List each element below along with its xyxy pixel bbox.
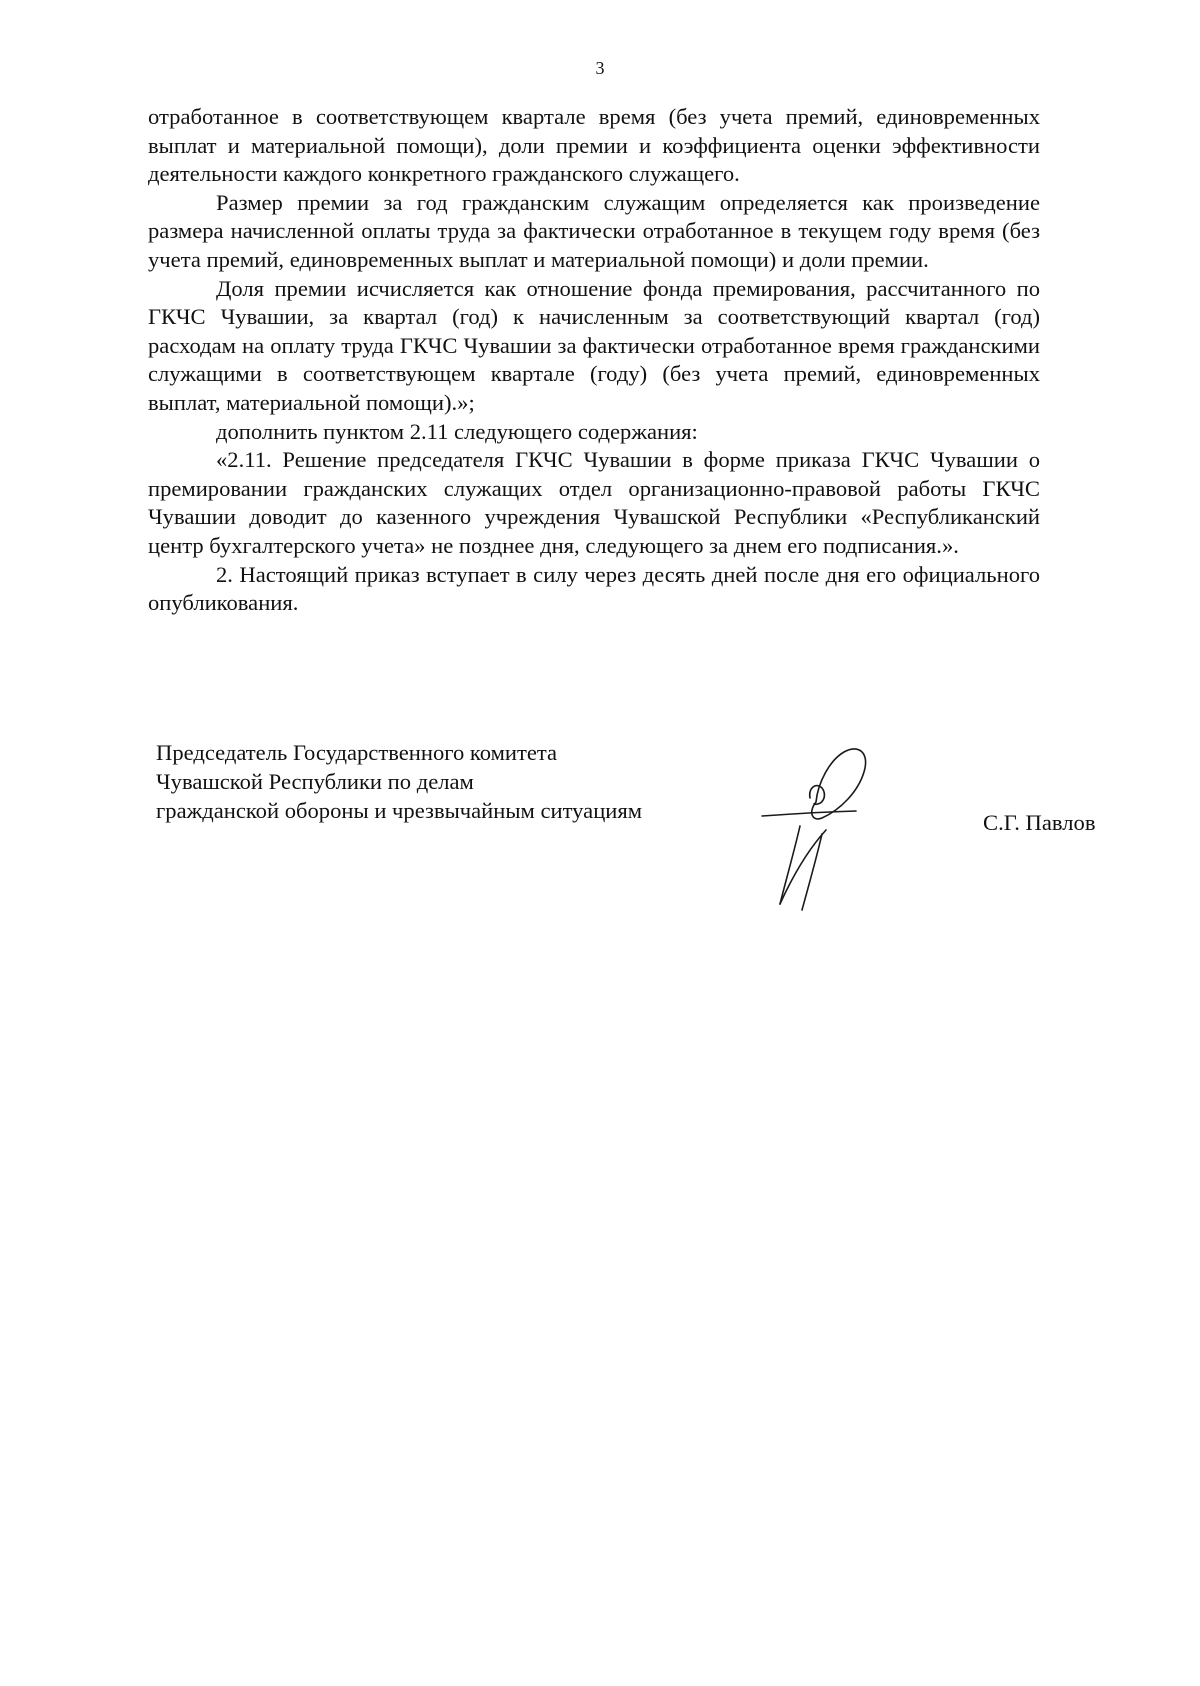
signatory-position-line-2: Чувашской Республики по делам <box>156 769 474 794</box>
signatory-position-line-1: Председатель Государственного комитета <box>156 740 558 765</box>
page-number: 3 <box>595 58 605 78</box>
paragraph-clause-2-11: «2.11. Решение председателя ГКЧС Чувашии в форме приказа ГКЧС Чувашии о премировании гражданских служащих отдел организационно-правовой работы ГКЧС Чувашии доводит до казенного учреждения Чувашской Республики «Республиканский центр бухгалтерского учета» не позднее дня, следующего за днем его подписания.». <box>148 447 1040 558</box>
signatory-position-line-3: гражданской обороны и чрезвычайным ситуациям <box>156 798 643 823</box>
signer-name: С.Г. Павлов <box>983 810 1096 835</box>
paragraph-effective-date: 2. Настоящий приказ вступает в силу через десять дней после дня его официального опубликования. <box>148 561 1040 616</box>
paragraph-continuation: отработанное в соответствующем квартале время (без учета премий, единовременных выплат и материальной помощи), доли премии и коэффициента оценки эффективности деятельности каждого конкретного гражданского служащего. <box>148 104 1040 187</box>
paragraph-annual-bonus: Размер премии за год гражданским служащим определяется как произведение размера начисленной оплаты труда за фактически отработанное в текущем году время (без учета премий, единовременных выплат и материальной помощи) и доли премии. <box>148 189 1040 272</box>
paragraph-amendment-intro: дополнить пунктом 2.11 следующего содержания: <box>216 418 698 444</box>
signatory-position <box>156 738 642 825</box>
document-body <box>148 103 1040 618</box>
handwritten-signature <box>760 742 920 912</box>
paragraph-bonus-share: Доля премии исчисляется как отношение фонда премирования, рассчитанного по ГКЧС Чувашии, за квартал (год) к начисленным за соответствующий квартал (год) расходам на оплату труда ГКЧС Чувашии за фактически отработанное время гражданскими служащими в соответствующем квартале (году) (без учета премий, единовременных выплат, материальной помощи).»; <box>148 275 1040 415</box>
